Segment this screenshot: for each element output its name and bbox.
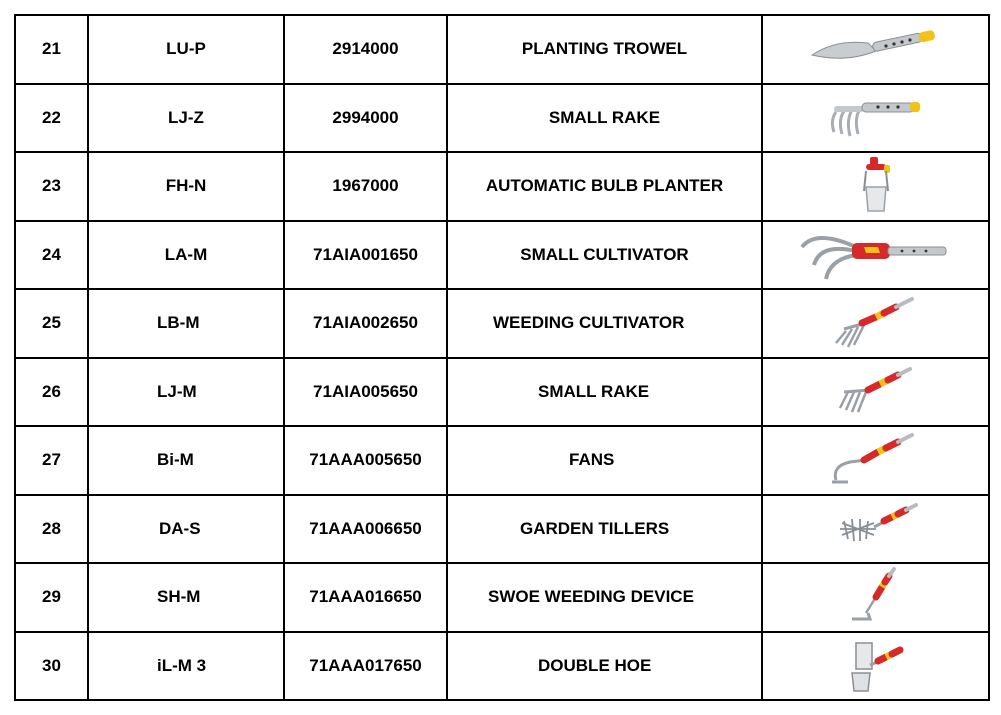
product-image-cell bbox=[762, 221, 989, 290]
model-code: FH-N bbox=[88, 152, 284, 221]
row-number: 29 bbox=[15, 563, 88, 632]
small-rake-red-icon bbox=[826, 362, 926, 422]
row-number: 28 bbox=[15, 495, 88, 564]
table-row bbox=[15, 426, 989, 495]
small-rake-icon bbox=[816, 94, 936, 142]
product-image-cell bbox=[762, 152, 989, 221]
table-row bbox=[15, 563, 989, 632]
small-cultivator-icon bbox=[796, 225, 956, 285]
row-number: 26 bbox=[15, 358, 88, 427]
product-name: FANS bbox=[447, 426, 762, 495]
model-code: LJ-M bbox=[88, 358, 284, 427]
model-code: Bi-M bbox=[88, 426, 284, 495]
product-image-cell bbox=[762, 84, 989, 153]
product-name: GARDEN TILLERS bbox=[447, 495, 762, 564]
table-row bbox=[15, 84, 989, 153]
row-number-text: 25 bbox=[42, 313, 61, 333]
product-name: AUTOMATIC BULB PLANTER bbox=[447, 152, 762, 221]
product-image-cell bbox=[762, 289, 989, 358]
article-number: 71AAA016650 bbox=[284, 563, 447, 632]
double-hoe-icon bbox=[826, 635, 926, 697]
model-code: LB-M bbox=[88, 289, 284, 358]
product-name: SMALL CULTIVATOR bbox=[447, 221, 762, 290]
product-table-sheet bbox=[14, 14, 988, 701]
model-code: LJ-Z bbox=[88, 84, 284, 153]
hoe-blade-icon bbox=[826, 430, 926, 490]
article-number: 71AAA005650 bbox=[284, 426, 447, 495]
product-name: SMALL RAKE bbox=[447, 84, 762, 153]
table-row bbox=[15, 358, 989, 427]
product-image-cell bbox=[762, 426, 989, 495]
garden-tiller-icon bbox=[826, 499, 926, 559]
article-number: 71AAA006650 bbox=[284, 495, 447, 564]
table-row bbox=[15, 632, 989, 701]
article-number: 71AIA001650 bbox=[284, 221, 447, 290]
product-table bbox=[14, 14, 990, 701]
article-number: 2914000 bbox=[284, 15, 447, 84]
table-row bbox=[15, 289, 989, 358]
table-row bbox=[15, 15, 989, 84]
article-number: 71AIA002650 bbox=[284, 289, 447, 358]
product-name: SWOE WEEDING DEVICE bbox=[447, 563, 762, 632]
planting-trowel-icon bbox=[806, 29, 946, 69]
product-image-cell bbox=[762, 15, 989, 84]
product-name: DOUBLE HOE bbox=[447, 632, 762, 701]
product-name: SMALL RAKE bbox=[447, 358, 762, 427]
table-row bbox=[15, 221, 989, 290]
row-number: 21 bbox=[15, 15, 88, 84]
row-number: 30 bbox=[15, 632, 88, 701]
product-name: WEEDING CULTIVATOR bbox=[447, 289, 762, 358]
table-row bbox=[15, 495, 989, 564]
model-code: SH-M bbox=[88, 563, 284, 632]
product-image-cell bbox=[762, 563, 989, 632]
weeding-cultivator-icon bbox=[826, 293, 926, 353]
product-image-cell bbox=[762, 632, 989, 701]
model-code: LU-P bbox=[88, 15, 284, 84]
product-name: PLANTING TROWEL bbox=[447, 15, 762, 84]
product-image-cell bbox=[762, 358, 989, 427]
row-number: 27 bbox=[15, 426, 88, 495]
model-code: DA-S bbox=[88, 495, 284, 564]
table-row bbox=[15, 152, 989, 221]
article-number: 1967000 bbox=[284, 152, 447, 221]
row-number: 22 bbox=[15, 84, 88, 153]
row-number: 24 bbox=[15, 221, 88, 290]
row-number: 23 bbox=[15, 152, 88, 221]
product-image-cell bbox=[762, 495, 989, 564]
article-number: 2994000 bbox=[284, 84, 447, 153]
bulb-planter-icon bbox=[846, 155, 906, 217]
article-number: 71AAA017650 bbox=[284, 632, 447, 701]
model-code: LA-M bbox=[88, 221, 284, 290]
row-number bbox=[15, 289, 88, 358]
swoe-icon bbox=[826, 567, 926, 627]
model-code: iL-M 3 bbox=[88, 632, 284, 701]
article-number: 71AIA005650 bbox=[284, 358, 447, 427]
